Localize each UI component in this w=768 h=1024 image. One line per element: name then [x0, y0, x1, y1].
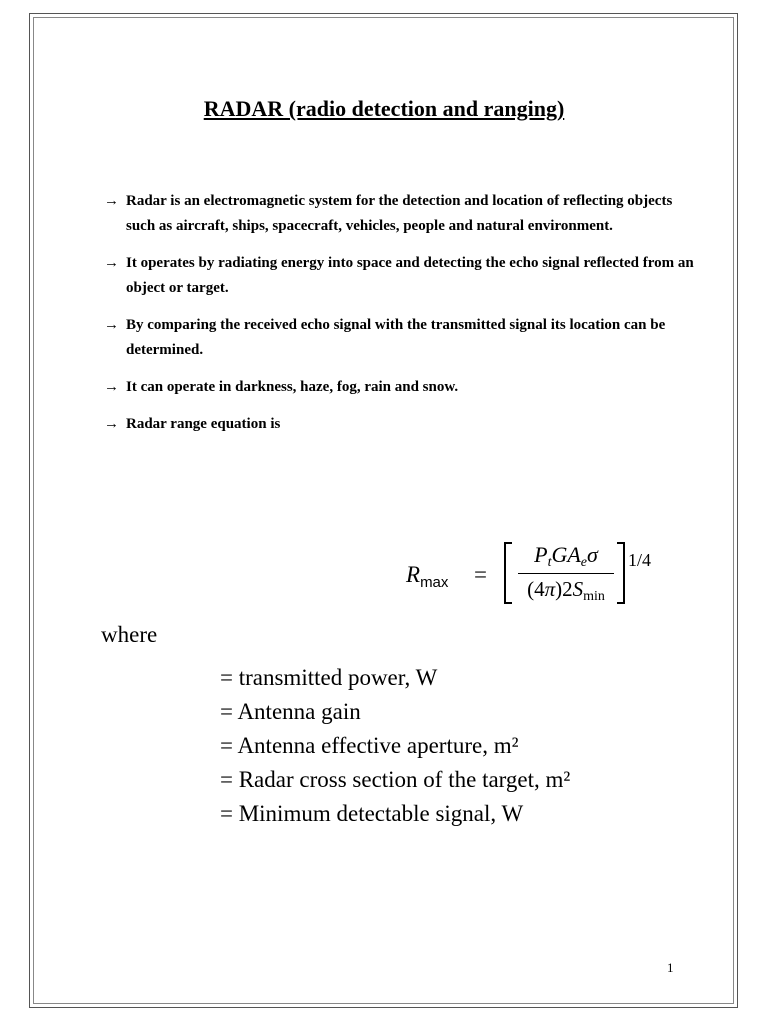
page-number: 1 [667, 960, 674, 975]
definition-text: = transmitted power, W [220, 665, 438, 690]
bullet-text: Radar range equation is [126, 416, 281, 432]
definition-text: = Antenna effective aperture, m² [220, 733, 519, 758]
bullet-text: It operates by radiating energy into space and detecting the echo signal reflected from an object or target. [126, 255, 694, 296]
bullet-text: By comparing the received echo signal with the transmitted signal its location can be determined. [126, 317, 666, 358]
arrow-icon: → [104, 317, 119, 333]
fraction-bar [518, 573, 614, 574]
equation-equals: = [474, 562, 487, 587]
definition-text: = Antenna gain [220, 699, 361, 724]
equation-denominator: $(4\pi)2S_{min}$ [527, 577, 605, 604]
equation-exponent: 1/4 [628, 550, 652, 570]
bullet-item [104, 251, 704, 301]
arrow-icon: → [104, 193, 119, 209]
page-border-inner [33, 17, 734, 1004]
page-title: RADAR (radio detection and ranging) [203, 96, 565, 121]
bullet-item [104, 313, 704, 363]
equation-numerator: $P_tGA_e\sigma$ [534, 542, 598, 570]
definition-text: = Radar cross section of the target, m² [220, 767, 571, 792]
bullet-item [104, 412, 704, 437]
arrow-icon: → [104, 255, 119, 271]
arrow-icon: → [104, 379, 119, 395]
right-bracket [617, 542, 625, 604]
bullet-item [104, 189, 704, 239]
bullet-text: It can operate in darkness, haze, fog, rain and snow. [126, 379, 459, 395]
left-bracket [504, 542, 512, 604]
where-label: where [101, 622, 158, 647]
definition-text: = Minimum detectable signal, W [220, 801, 524, 826]
bullet-text: Radar is an electromagnetic system for the detection and location of reflecting objects such as aircraft, ships, spacecraft, vehicles, people and natural environment. [126, 193, 673, 234]
bullet-item [104, 375, 704, 400]
equation-lhs: $R_{max}$ [406, 562, 449, 591]
arrow-icon: → [104, 416, 119, 432]
bullet-list [104, 189, 704, 449]
